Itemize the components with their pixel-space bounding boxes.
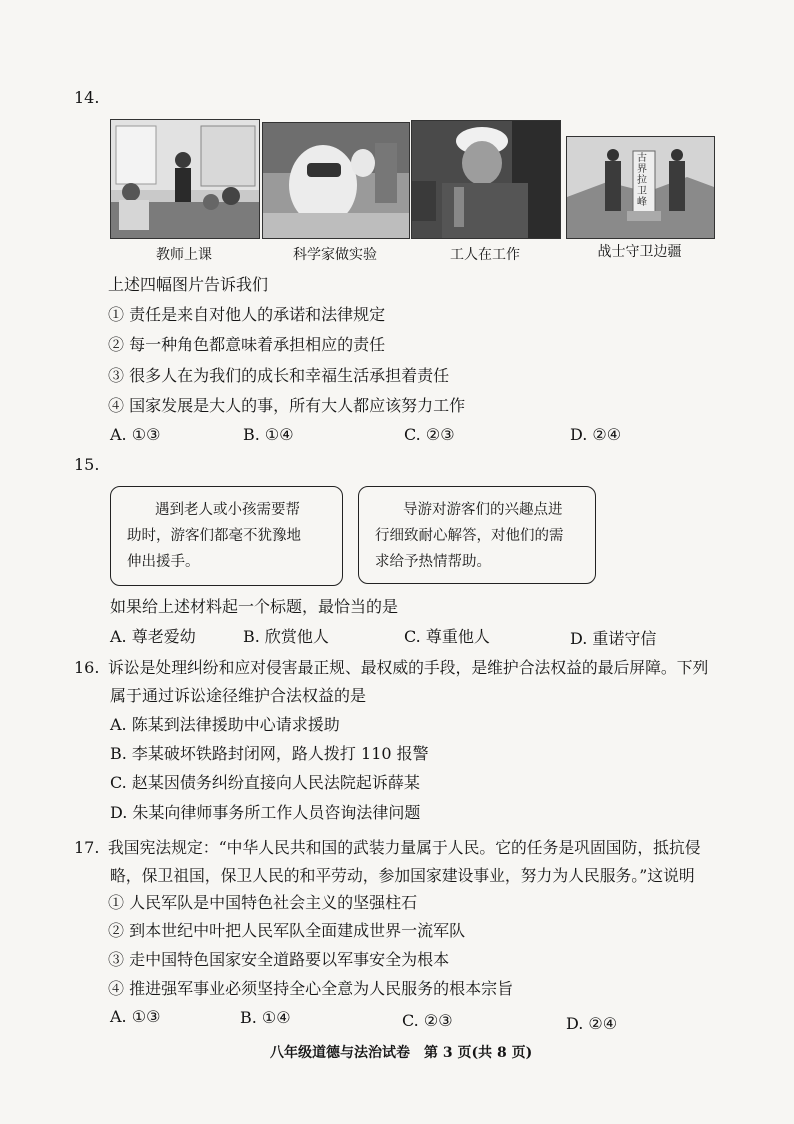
question-14-option-a: A. ①③ xyxy=(110,425,161,444)
question-16-stem-line-1: 诉讼是处理纠纷和应对侵害最正规、最权威的手段，是维护合法权益的最后屏障。下列 xyxy=(108,658,709,677)
question-17-option-b: B. ①④ xyxy=(240,1008,291,1027)
question-17-option-d: D. ②④ xyxy=(566,1014,618,1033)
question-14-statement-3: ③ 很多人在为我们的成长和幸福生活承担着责任 xyxy=(108,366,450,385)
page-footer: 八年级道德与法治试卷 第 3 页(共 8 页) xyxy=(270,1045,533,1061)
question-17-statement-1: ① 人民军队是中国特色社会主义的坚强柱石 xyxy=(108,893,418,912)
material-right-line-1: 导游对游客们的兴趣点进 xyxy=(403,502,563,518)
question-14-statement-4: ④ 国家发展是大人的事，所有大人都应该努力工作 xyxy=(108,396,466,415)
question-16-stem-line-2: 属于通过诉讼途径维护合法权益的是 xyxy=(110,686,367,705)
stone-inscription: 古界拉卫峰 xyxy=(637,153,647,208)
question-14-option-d: D. ②④ xyxy=(570,425,622,444)
question-15-option-a: A. 尊老爱幼 xyxy=(110,627,196,646)
material-left-line-1: 遇到老人或小孩需要帮 xyxy=(155,502,300,518)
question-14-option-c: C. ②③ xyxy=(404,425,455,444)
material-left-line-3: 伸出援手。 xyxy=(127,554,200,570)
question-17-stem-line-2: 略，保卫祖国，保卫人民的和平劳动，参加国家建设事业，努力为人民服务。”这说明 xyxy=(110,866,695,885)
question-17-statement-3: ③ 走中国特色国家安全道路要以军事安全为根本 xyxy=(108,950,450,969)
material-box-left xyxy=(110,486,343,586)
question-17-statement-2: ② 到本世纪中叶把人民军队全面建成世界一流军队 xyxy=(108,921,466,940)
material-right-line-3: 求给予热情帮助。 xyxy=(375,554,491,570)
caption-teacher: 教师上课 xyxy=(156,247,212,263)
question-14-number: 14. xyxy=(74,88,100,107)
question-17-option-c: C. ②③ xyxy=(402,1011,453,1030)
question-14-option-b: B. ①④ xyxy=(243,425,294,444)
material-left-line-2: 助时，游客们都毫不犹豫地 xyxy=(127,528,301,544)
question-17-number: 17. xyxy=(74,838,100,857)
caption-scientist: 科学家做实验 xyxy=(293,247,377,263)
question-15-option-c: C. 尊重他人 xyxy=(404,627,490,646)
question-15-number: 15. xyxy=(74,455,100,474)
material-box-right xyxy=(358,486,596,584)
question-16-option-c: C. 赵某因债务纠纷直接向人民法院起诉薛某 xyxy=(110,773,420,792)
question-16-option-b: B. 李某破坏铁路封闭网，路人拨打 110 报警 xyxy=(110,744,429,763)
question-15-stem: 如果给上述材料起一个标题，最恰当的是 xyxy=(110,597,399,616)
caption-worker: 工人在工作 xyxy=(450,247,520,263)
question-16-option-d: D. 朱某向律师事务所工作人员咨询法律问题 xyxy=(110,803,421,822)
question-15-option-d: D. 重诺守信 xyxy=(570,629,657,648)
question-14-statement-1: ① 责任是来自对他人的承诺和法律规定 xyxy=(108,305,386,324)
caption-soldiers: 战士守卫边疆 xyxy=(597,244,682,260)
question-15-option-b: B. 欣赏他人 xyxy=(243,627,329,646)
question-17-statement-4: ④ 推进强军事业必须坚持全心全意为人民服务的根本宗旨 xyxy=(108,979,514,998)
question-14-statement-2: ② 每一种角色都意味着承担相应的责任 xyxy=(108,335,386,354)
photo-soldiers xyxy=(566,136,715,239)
material-right-line-2: 行细致耐心解答，对他们的需 xyxy=(375,528,564,544)
question-17-option-a: A. ①③ xyxy=(110,1007,161,1026)
photo-worker xyxy=(411,120,561,239)
question-16-number: 16. xyxy=(74,658,100,677)
photo-scientist xyxy=(262,122,410,239)
photo-teacher xyxy=(110,119,260,239)
question-16-option-a: A. 陈某到法律援助中心请求援助 xyxy=(110,715,340,734)
question-14-stem: 上述四幅图片告诉我们 xyxy=(108,275,269,294)
question-17-stem-line-1: 我国宪法规定：“中华人民共和国的武装力量属于人民。它的任务是巩固国防，抵抗侵 xyxy=(108,838,701,857)
